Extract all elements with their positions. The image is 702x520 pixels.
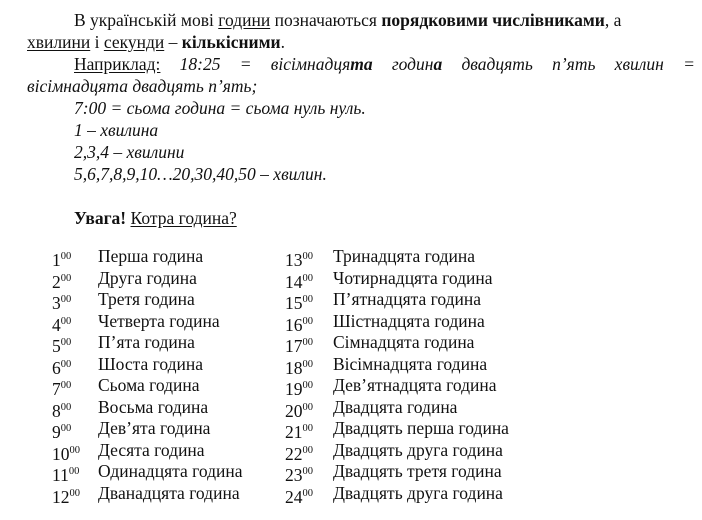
text: 18:25 [179, 54, 221, 74]
intro-line-2 [27, 31, 285, 53]
hour-number: $7^{00}$ [52, 379, 72, 399]
text: – [164, 32, 182, 52]
text: = [683, 54, 695, 74]
hour-number: $3^{00}$ [52, 293, 72, 313]
hour-number: $6^{00}$ [52, 357, 72, 378]
hour-number: $23^{00}$ [285, 465, 313, 485]
hour-number: $15^{00}$ [285, 293, 313, 313]
hour-number: $16^{00}$ [285, 314, 313, 335]
hour-name: П’ята година [98, 332, 195, 352]
hour-name: Друга година [98, 267, 197, 288]
hour-name: Двадцять друга година [333, 482, 503, 503]
hour-number: $5^{00}$ [52, 336, 72, 356]
underlined-term-minutes: хвилини [27, 32, 91, 52]
hour-name: Перша година [98, 246, 204, 266]
hour-number: $8^{00}$ [52, 400, 72, 421]
hour-name: Двадцять друга година [333, 439, 503, 460]
hour-number: $4^{00}$ [52, 314, 72, 335]
text: В українській мові [74, 10, 219, 30]
text: = [239, 54, 252, 74]
text: двадцять [461, 54, 533, 74]
hour-number: $2^{00}$ [52, 271, 72, 292]
hour-number: $12^{00}$ [52, 486, 80, 507]
hour-name: Сьома година [98, 375, 200, 395]
attention-label: Увага! [74, 208, 127, 228]
example-line-1 [74, 53, 695, 75]
text: вісімнадцята [270, 54, 373, 74]
text: хвилин [614, 54, 664, 74]
hour-number: $9^{00}$ [52, 422, 72, 442]
text: , а [604, 10, 622, 30]
hour-number: $17^{00}$ [285, 336, 313, 356]
hour-name: Дванадцята година [98, 482, 240, 503]
hour-number: $22^{00}$ [285, 443, 313, 464]
hour-name: Дев’ята година [98, 418, 211, 438]
underlined-term-hours: години [218, 10, 271, 30]
example-line-3: 7:00 = сьома година = сьома нуль нуль. [74, 98, 366, 118]
bold-term-ordinal: порядковими числівниками [381, 10, 605, 30]
hour-number: $1^{00}$ [52, 250, 72, 270]
hour-name: Вісімнадцята година [333, 353, 488, 374]
hour-name: Дев’ятнадцята година [333, 375, 497, 395]
hour-name: Десята година [98, 439, 205, 460]
hour-name: Двадцять перша година [333, 418, 509, 438]
hour-name: Двадцять третя година [333, 461, 502, 481]
example-line-4: 1 – хвилина [74, 120, 159, 140]
example-line-2: вісімнадцята двадцять п’ять; [27, 76, 258, 96]
hour-number: $24^{00}$ [285, 486, 313, 507]
bold-term-cardinal: кількісними [181, 32, 281, 52]
hour-name: Одинадцята година [98, 461, 243, 481]
hour-name: Сімнадцята година [333, 332, 475, 352]
text: . [280, 32, 286, 52]
hour-name: Тринадцята година [333, 246, 475, 266]
hour-name: Восьма година [98, 396, 209, 417]
hour-name: Чотирнадцята година [333, 267, 493, 288]
hour-name: П’ятнадцята година [333, 289, 482, 309]
text: і [90, 32, 104, 52]
example-line-5: 2,3,4 – хвилини [74, 142, 185, 162]
text: п’ять [552, 54, 596, 74]
text: година [391, 54, 443, 74]
hour-name: Двадцята година [333, 396, 458, 417]
attention-line [74, 207, 237, 229]
example-line-6: 5,6,7,8,9,10…20,30,40,50 – хвилин. [74, 164, 327, 184]
hour-name: Четверта година [98, 310, 220, 331]
hour-number: $11^{00}$ [52, 465, 80, 485]
hour-name: Третя година [98, 289, 195, 309]
hour-number: $18^{00}$ [285, 357, 313, 378]
hour-number: $21^{00}$ [285, 422, 313, 442]
underlined-term-seconds: секунди [103, 32, 165, 52]
hour-number: $10^{00}$ [52, 443, 80, 464]
text: позначаються [270, 10, 382, 30]
hour-name: Шістнадцята година [333, 310, 485, 331]
hour-name: Шоста година [98, 353, 203, 374]
hour-number: $14^{00}$ [285, 271, 313, 292]
example-label: Наприклад: [74, 54, 161, 74]
hour-number: $20^{00}$ [285, 400, 313, 421]
hour-number: $19^{00}$ [285, 379, 313, 399]
intro-line-1 [74, 9, 621, 31]
hour-number: $13^{00}$ [285, 250, 313, 270]
attention-question: Котра година? [130, 208, 237, 228]
